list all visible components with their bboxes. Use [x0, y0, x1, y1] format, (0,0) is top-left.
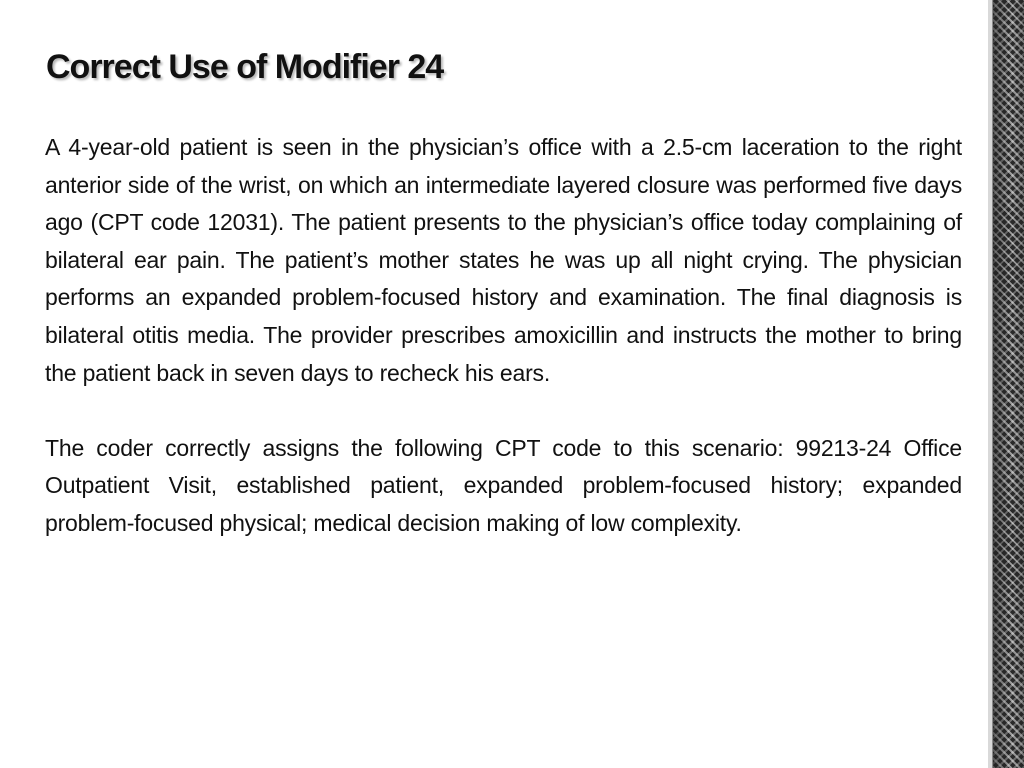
- coding-paragraph: The coder correctly assigns the following CPT code to this scenario: 99213-24 Office Outpatient Visit, established patient, expanded problem-focused history; expanded problem-focused physical; medical decision making of low complexity.: [45, 434, 962, 536]
- slide-body: [45, 129, 962, 543]
- decorative-right-border: [988, 0, 1024, 768]
- border-shading: [993, 0, 1024, 768]
- slide-title: Correct Use of Modifier 24: [46, 48, 444, 86]
- scenario-paragraph: A 4-year-old patient is seen in the physician’s office with a 2.5-cm laceration to the right anterior side of the wrist, on which an intermediate layered closure was performed five days ago (CPT code 12031). The patient presents to the physician’s office today complaining of bilateral ear pain. The patient’s mother states he was up all night crying. The physician performs an expanded problem-focused history and examination. The final diagnosis is bilateral otitis media. The provider prescribes amoxicillin and instructs the mother to bring the patient back in seven days to recheck his ears.: [45, 134, 962, 386]
